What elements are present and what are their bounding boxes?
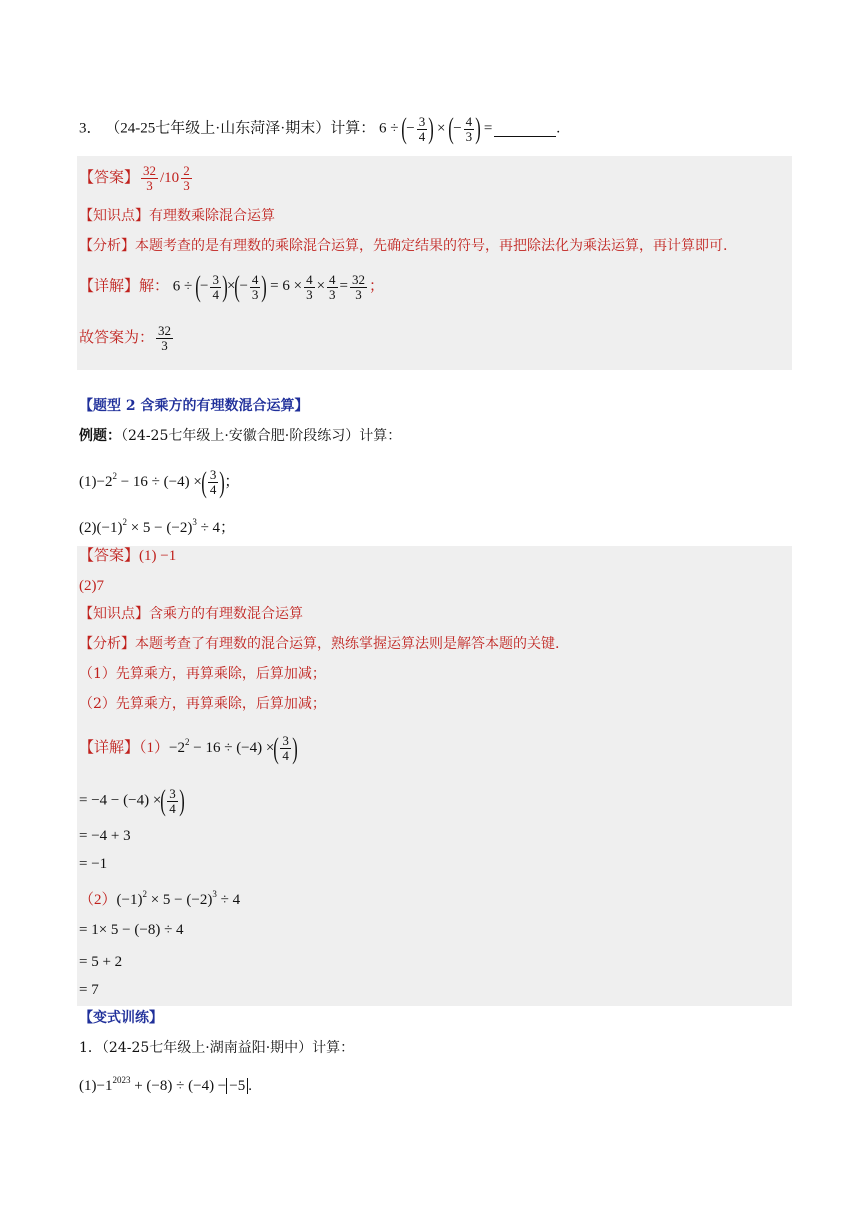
- detail-line: 【详解】解： 6 ÷ (− $\frac{3}{4}$ )×(− $\frac{4}{3}$ ) = 6 × $\frac{4}{3}$ × $\frac{4}{3}$ = $\frac{32}{3}$ ；: [79, 270, 385, 303]
- solution-step: = 5 + 2: [79, 954, 123, 970]
- step-1: （1）先算乘方，再算乘除，后算加减；: [79, 666, 326, 682]
- analysis: 【分析】本题考查的是有理数的乘除混合运算，先确定结果的符号，再把除法化为乘法运算，再计算即可.: [79, 238, 728, 254]
- variant-part-1: $(1)-1^{2023} + (-8) \div (-4) - -5$ .: [79, 1075, 252, 1094]
- answer-line: 【答案】(1) −1: [79, 548, 177, 564]
- analysis: 【分析】本题考查了有理数的混合运算，熟练掌握运算法则是解答本题的关键.: [79, 636, 560, 652]
- answer-blank: [494, 122, 556, 137]
- question-source: （24-25七年级上·山东菏泽·期末）计算：: [105, 120, 376, 137]
- question-3: 3． （24-25七年级上·山东菏泽·期末）计算： 6 ÷ (− $\frac{3}{4}$ ) × (− $\frac{4}{3}$ ) = .: [79, 112, 561, 145]
- answer-line-2: (2)7: [79, 578, 104, 594]
- knowledge-point: 【知识点】有理数乘除混合运算: [79, 208, 275, 224]
- solution-step: = 1× 5 − (−8) ÷ 4: [79, 922, 184, 938]
- example-line: 例题：（24-25七年级上·安徽合肥·阶段练习）计算：: [79, 428, 402, 444]
- question-number: 3．: [79, 120, 102, 137]
- section-heading: 【变式训练】: [79, 1010, 163, 1026]
- solution-step: = 7: [79, 982, 99, 998]
- example-part-2: $(2)(-1)^2 \times 5 - (-2)^3 \div 4$；: [79, 517, 236, 536]
- section-heading: 【题型 2 含乘方的有理数混合运算】: [79, 398, 309, 414]
- left-paren: (: [401, 112, 407, 145]
- solution-step: = −1: [79, 856, 108, 872]
- fraction: $\frac{4}{3}$: [465, 113, 473, 144]
- knowledge-point: 【知识点】含乘方的有理数混合运算: [79, 606, 303, 622]
- example-part-1: $(1)-2^2 - 16 \div (-4)$ ×( $\frac{3}{4}$ )；: [79, 465, 240, 499]
- solution-step: = −4 + 3: [79, 828, 131, 844]
- fraction: $\frac{3}{4}$: [418, 113, 426, 144]
- detail-line: 【详解】$(1)-2^2 - 16 \div (-4)$ ×( $\frac{3}{4}$ ): [79, 731, 298, 765]
- variant-question-1: 1．（24-25七年级上·湖南益阳·期中）计算：: [79, 1040, 355, 1056]
- step-2: （2）先算乘方，再算乘除，后算加减；: [79, 696, 326, 712]
- final-answer: 故答案为： $\frac{32}{3}$: [79, 323, 172, 353]
- detail-line-2: $(2)(-1)^2 \times 5 - (-2)^3 \div 4$: [79, 889, 241, 908]
- solution-step: = −4 − (−4) ×( $\frac{3}{4}$ ): [79, 784, 185, 817]
- answer-line: 【答案】 $\frac{32}{3}$ /10 $\frac{2}{3}$: [79, 163, 190, 193]
